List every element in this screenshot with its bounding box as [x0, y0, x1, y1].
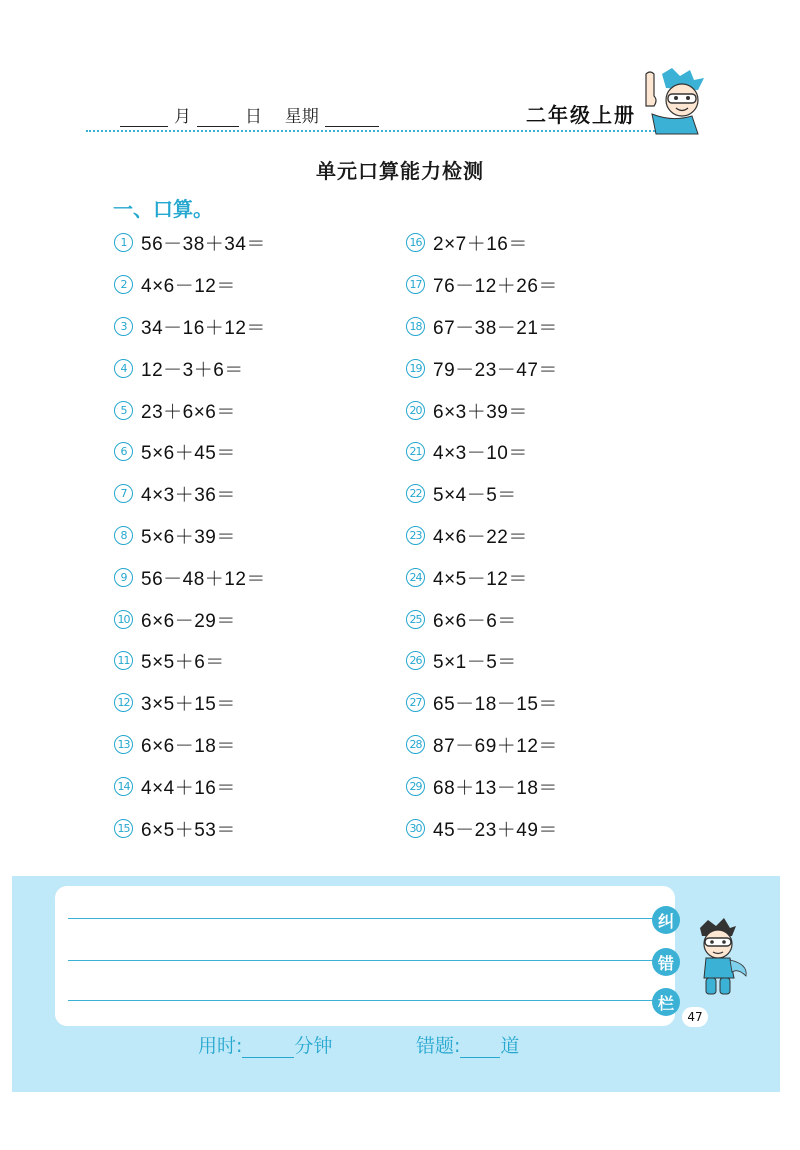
problem-4 — [114, 347, 266, 389]
errors-label: 错题: — [416, 1035, 461, 1057]
problem-3 — [114, 306, 266, 348]
month-blank[interactable] — [120, 108, 168, 127]
problem-number: 24 — [406, 568, 425, 587]
problem-number: 16 — [406, 233, 425, 252]
problem-number: 13 — [114, 735, 133, 754]
problem-1 — [114, 222, 266, 264]
problem-5 — [114, 389, 266, 431]
problem-expression: 79－23－47＝ — [433, 359, 558, 381]
problem-number: 8 — [114, 526, 133, 545]
problem-16 — [406, 222, 558, 264]
problem-14 — [114, 765, 266, 807]
page-number: 47 — [682, 1007, 708, 1027]
problem-expression: 87－69＋12＝ — [433, 735, 558, 757]
problem-9 — [114, 556, 266, 598]
problem-number: 30 — [406, 819, 425, 838]
problem-17 — [406, 264, 558, 306]
problem-expression: 5×1－5＝ — [433, 652, 517, 674]
page-title: 单元口算能力检测 — [316, 159, 484, 183]
date-line — [120, 102, 379, 127]
problem-expression: 6×6－29＝ — [141, 610, 236, 632]
problem-expression: 34－16＋12＝ — [141, 317, 266, 339]
problem-number: 21 — [406, 442, 425, 461]
problem-expression: 6×6－18＝ — [141, 735, 236, 757]
problem-18 — [406, 306, 558, 348]
time-label: 用时: — [198, 1035, 243, 1057]
problem-25 — [406, 598, 558, 640]
time-stat — [198, 1031, 332, 1058]
problem-20 — [406, 389, 558, 431]
weekday-blank[interactable] — [325, 108, 379, 127]
problem-number: 1 — [114, 233, 133, 252]
problem-expression: 2×7＋16＝ — [433, 234, 528, 256]
correction-line-1[interactable] — [68, 918, 656, 919]
correction-line-3[interactable] — [68, 1000, 656, 1001]
errors-unit: 道 — [500, 1035, 520, 1057]
header-divider — [86, 130, 670, 132]
problem-26 — [406, 640, 558, 682]
month-label: 月 — [174, 107, 191, 127]
day-label: 日 — [245, 107, 262, 127]
problem-number: 25 — [406, 610, 425, 629]
problem-number: 27 — [406, 693, 425, 712]
correction-char-3: 栏 — [652, 988, 680, 1016]
mascot-thumbs-up-icon — [632, 66, 712, 136]
errors-stat — [416, 1031, 519, 1058]
problem-number: 10 — [114, 610, 133, 629]
grade-label: 二年级上册 — [526, 103, 636, 127]
problem-number: 29 — [406, 777, 425, 796]
weekday-label: 星期 — [284, 107, 319, 127]
page-header — [0, 0, 800, 140]
correction-char-1: 纠 — [652, 906, 680, 934]
problem-29 — [406, 765, 558, 807]
problem-number: 6 — [114, 442, 133, 461]
problem-number: 9 — [114, 568, 133, 587]
mascot-flying-icon — [688, 916, 750, 1000]
problem-number: 3 — [114, 317, 133, 336]
problem-12 — [114, 682, 266, 724]
problem-expression: 23＋6×6＝ — [141, 401, 236, 423]
problem-expression: 68＋13－18＝ — [433, 777, 558, 799]
problem-number: 26 — [406, 651, 425, 670]
problem-23 — [406, 515, 558, 557]
problem-13 — [114, 724, 266, 766]
problem-expression: 5×4－5＝ — [433, 485, 517, 507]
problem-expression: 5×6＋45＝ — [141, 443, 236, 465]
problem-expression: 56－48＋12＝ — [141, 568, 266, 590]
problem-number: 23 — [406, 526, 425, 545]
problem-expression: 12－3＋6＝ — [141, 359, 244, 381]
problem-expression: 4×3－10＝ — [433, 443, 528, 465]
problem-number: 28 — [406, 735, 425, 754]
problem-7 — [114, 473, 266, 515]
problem-30 — [406, 807, 558, 849]
section-heading: 一、口算。 — [113, 197, 213, 221]
problem-number: 15 — [114, 819, 133, 838]
problem-number: 20 — [406, 401, 425, 420]
problem-10 — [114, 598, 266, 640]
correction-writing-area[interactable] — [55, 886, 675, 1026]
problem-number: 2 — [114, 275, 133, 294]
day-blank[interactable] — [197, 108, 239, 127]
problem-number: 7 — [114, 484, 133, 503]
errors-blank[interactable] — [460, 1039, 500, 1058]
problem-22 — [406, 473, 558, 515]
problem-expression: 5×6＋39＝ — [141, 526, 236, 548]
problem-column-left — [114, 222, 266, 849]
time-unit: 分钟 — [294, 1035, 333, 1057]
problem-19 — [406, 347, 558, 389]
correction-line-2[interactable] — [68, 960, 656, 961]
problem-2 — [114, 264, 266, 306]
problem-expression: 67－38－21＝ — [433, 317, 558, 339]
problem-expression: 4×6－12＝ — [141, 276, 236, 298]
problem-15 — [114, 807, 266, 849]
problem-6 — [114, 431, 266, 473]
problem-number: 14 — [114, 777, 133, 796]
problem-expression: 6×5＋53＝ — [141, 819, 236, 841]
problem-24 — [406, 556, 558, 598]
problem-expression: 4×4＋16＝ — [141, 777, 236, 799]
problem-expression: 56－38＋34＝ — [141, 234, 266, 256]
problem-number: 5 — [114, 401, 133, 420]
problem-expression: 4×3＋36＝ — [141, 485, 236, 507]
problem-number: 18 — [406, 317, 425, 336]
time-blank[interactable] — [242, 1039, 294, 1058]
problem-expression: 6×6－6＝ — [433, 610, 517, 632]
problem-expression: 65－18－15＝ — [433, 694, 558, 716]
problem-expression: 5×5＋6＝ — [141, 652, 225, 674]
problem-number: 17 — [406, 275, 425, 294]
problem-8 — [114, 515, 266, 557]
problem-number: 4 — [114, 359, 133, 378]
problem-expression: 4×5－12＝ — [433, 568, 528, 590]
problem-number: 19 — [406, 359, 425, 378]
problem-21 — [406, 431, 558, 473]
problem-expression: 3×5＋15＝ — [141, 694, 236, 716]
problem-expression: 4×6－22＝ — [433, 526, 528, 548]
problem-expression: 45－23＋49＝ — [433, 819, 558, 841]
problem-28 — [406, 724, 558, 766]
correction-char-2: 错 — [652, 948, 680, 976]
problem-11 — [114, 640, 266, 682]
problem-expression: 6×3＋39＝ — [433, 401, 528, 423]
problem-number: 11 — [114, 651, 133, 670]
problem-expression: 76－12＋26＝ — [433, 276, 558, 298]
problem-column-right — [406, 222, 558, 849]
problem-number: 22 — [406, 484, 425, 503]
problem-number: 12 — [114, 693, 133, 712]
problem-27 — [406, 682, 558, 724]
